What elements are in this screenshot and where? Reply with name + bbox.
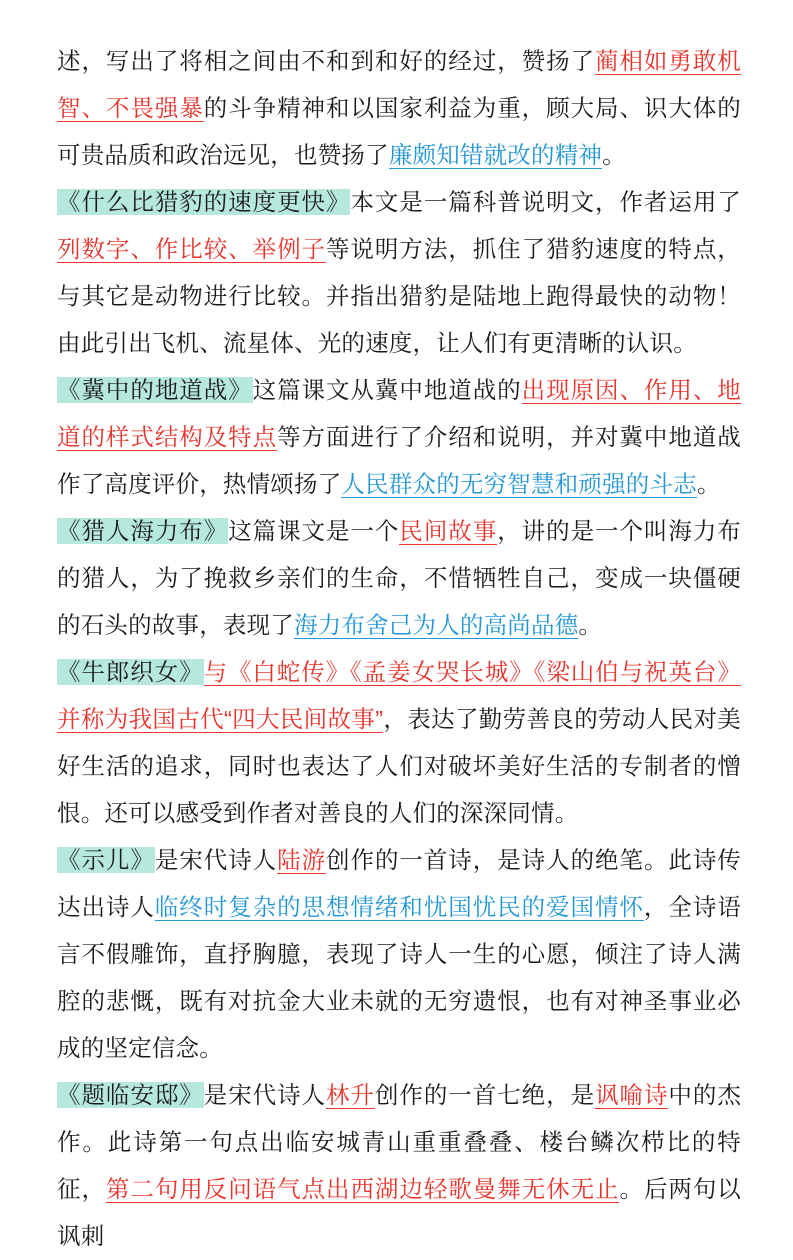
text-run-blue: 人民群众的无穷智慧和顽强的斗志 xyxy=(341,471,697,497)
text-run-plain: 。 xyxy=(602,142,626,168)
text-run-blue: 廉颇知错就改的精神 xyxy=(388,142,603,168)
text-run-hl: 《牛郎织女》 xyxy=(57,659,204,685)
text-run-plain: 是宋代诗人 xyxy=(154,847,278,873)
text-run-blue: 海力布舍己为人的高尚品德 xyxy=(294,612,579,638)
text-run-plain: 等方面进行了介绍和说明，并对冀中地道战作了高度评价，热情颂扬了 xyxy=(57,424,741,497)
text-run-hl: 《题临安邸》 xyxy=(57,1082,204,1108)
text-run-red: 第二句用反问语气点出西湖边轻歌曼舞无休无止 xyxy=(105,1176,620,1202)
text-run-plain: 等说明方法，抓住了猎豹速度的特点，与其它是动物进行比较。并指出猎豹是陆地上跑得最快的动物！由此引出飞机、流星体、光的速度，让人们有更清晰的认识。 xyxy=(57,236,741,356)
text-run-hl: 《冀中的地道战》 xyxy=(57,377,253,403)
text-run-red: 民间故事 xyxy=(399,518,498,544)
paragraph xyxy=(57,367,741,508)
text-run-plain: 创作的一首诗，是诗人的绝笔。此诗传达出诗人 xyxy=(57,847,742,920)
text-run-plain: ，讲的是一个叫海力布的猎人，为了挽救乡亲们的生命，不惜牺牲自己，变成一块僵硬的石头的故事，表现了 xyxy=(57,518,741,638)
paragraph xyxy=(57,179,741,367)
text-run-plain: ，全诗语言不假雕饰，直抒胸臆，表现了诗人一生的心愿，倾注了诗人满腔的悲慨，既有对抗金大业未就的无穷遗恨，也有对神圣事业必成的坚定信念。 xyxy=(57,894,741,1061)
text-run-red: 与《白蛇传》《孟姜女哭长城》《梁山伯与祝英台》并称为我国古代“四大民间故事” xyxy=(57,659,741,732)
text-run-blue: 临终时复杂的思想情绪和忧国忧民的爱国情怀 xyxy=(154,894,644,920)
text-run-red: 蔺相如勇敢机智、不畏强暴 xyxy=(57,48,741,121)
text-run-plain: 这篇课文从冀中地道战的 xyxy=(252,377,522,403)
text-run-plain: 本文是一篇科普说明文，作者运用了 xyxy=(350,189,741,215)
text-run-red: 列数字、作比较、举例子 xyxy=(57,236,327,262)
text-run-plain: ，表达了勤劳善良的劳动人民对美好生活的追求，同时也表达了人们对破坏美好生活的专制者的憎恨。还可以感受到作者对善良的人们的深深同情。 xyxy=(57,706,741,826)
text-run-plain: 。 xyxy=(578,612,603,638)
text-run-plain: 。后两句以讽刺 xyxy=(57,1176,742,1249)
text-run-hl: 《猎人海力布》 xyxy=(57,518,229,544)
text-run-plain: 的斗争精神和以国家利益为重，顾大局、识大体的可贵品质和政治远见，也赞扬了 xyxy=(57,95,741,168)
text-run-hl: 《示儿》 xyxy=(57,847,155,873)
text-run-red: 陆游 xyxy=(277,847,327,873)
text-run-plain: 这篇课文是一个 xyxy=(228,518,400,544)
paragraph xyxy=(57,649,741,837)
document-body xyxy=(57,38,741,1260)
text-run-hl: 《什么比猎豹的速度更快》 xyxy=(57,189,351,215)
text-run-red: 出现原因、作用、地道的样式结构及特点 xyxy=(57,377,741,450)
paragraph xyxy=(57,38,741,179)
text-run-red: 林升 xyxy=(326,1082,375,1108)
paragraph xyxy=(57,837,741,1072)
paragraph xyxy=(57,1072,741,1260)
text-run-red: 讽喻诗 xyxy=(595,1082,669,1108)
text-run-plain: 中的杰作。此诗第一句点出临安城青山重重叠叠、楼台鳞次栉比的特征， xyxy=(57,1082,742,1202)
text-run-plain: 。 xyxy=(696,471,721,497)
paragraph xyxy=(57,508,741,649)
text-run-plain: 是宋代诗人 xyxy=(203,1082,327,1108)
text-run-plain: 创作的一首七绝，是 xyxy=(374,1082,596,1108)
text-run-plain: 述，写出了将相之间由不和到和好的经过，赞扬了 xyxy=(57,48,596,74)
